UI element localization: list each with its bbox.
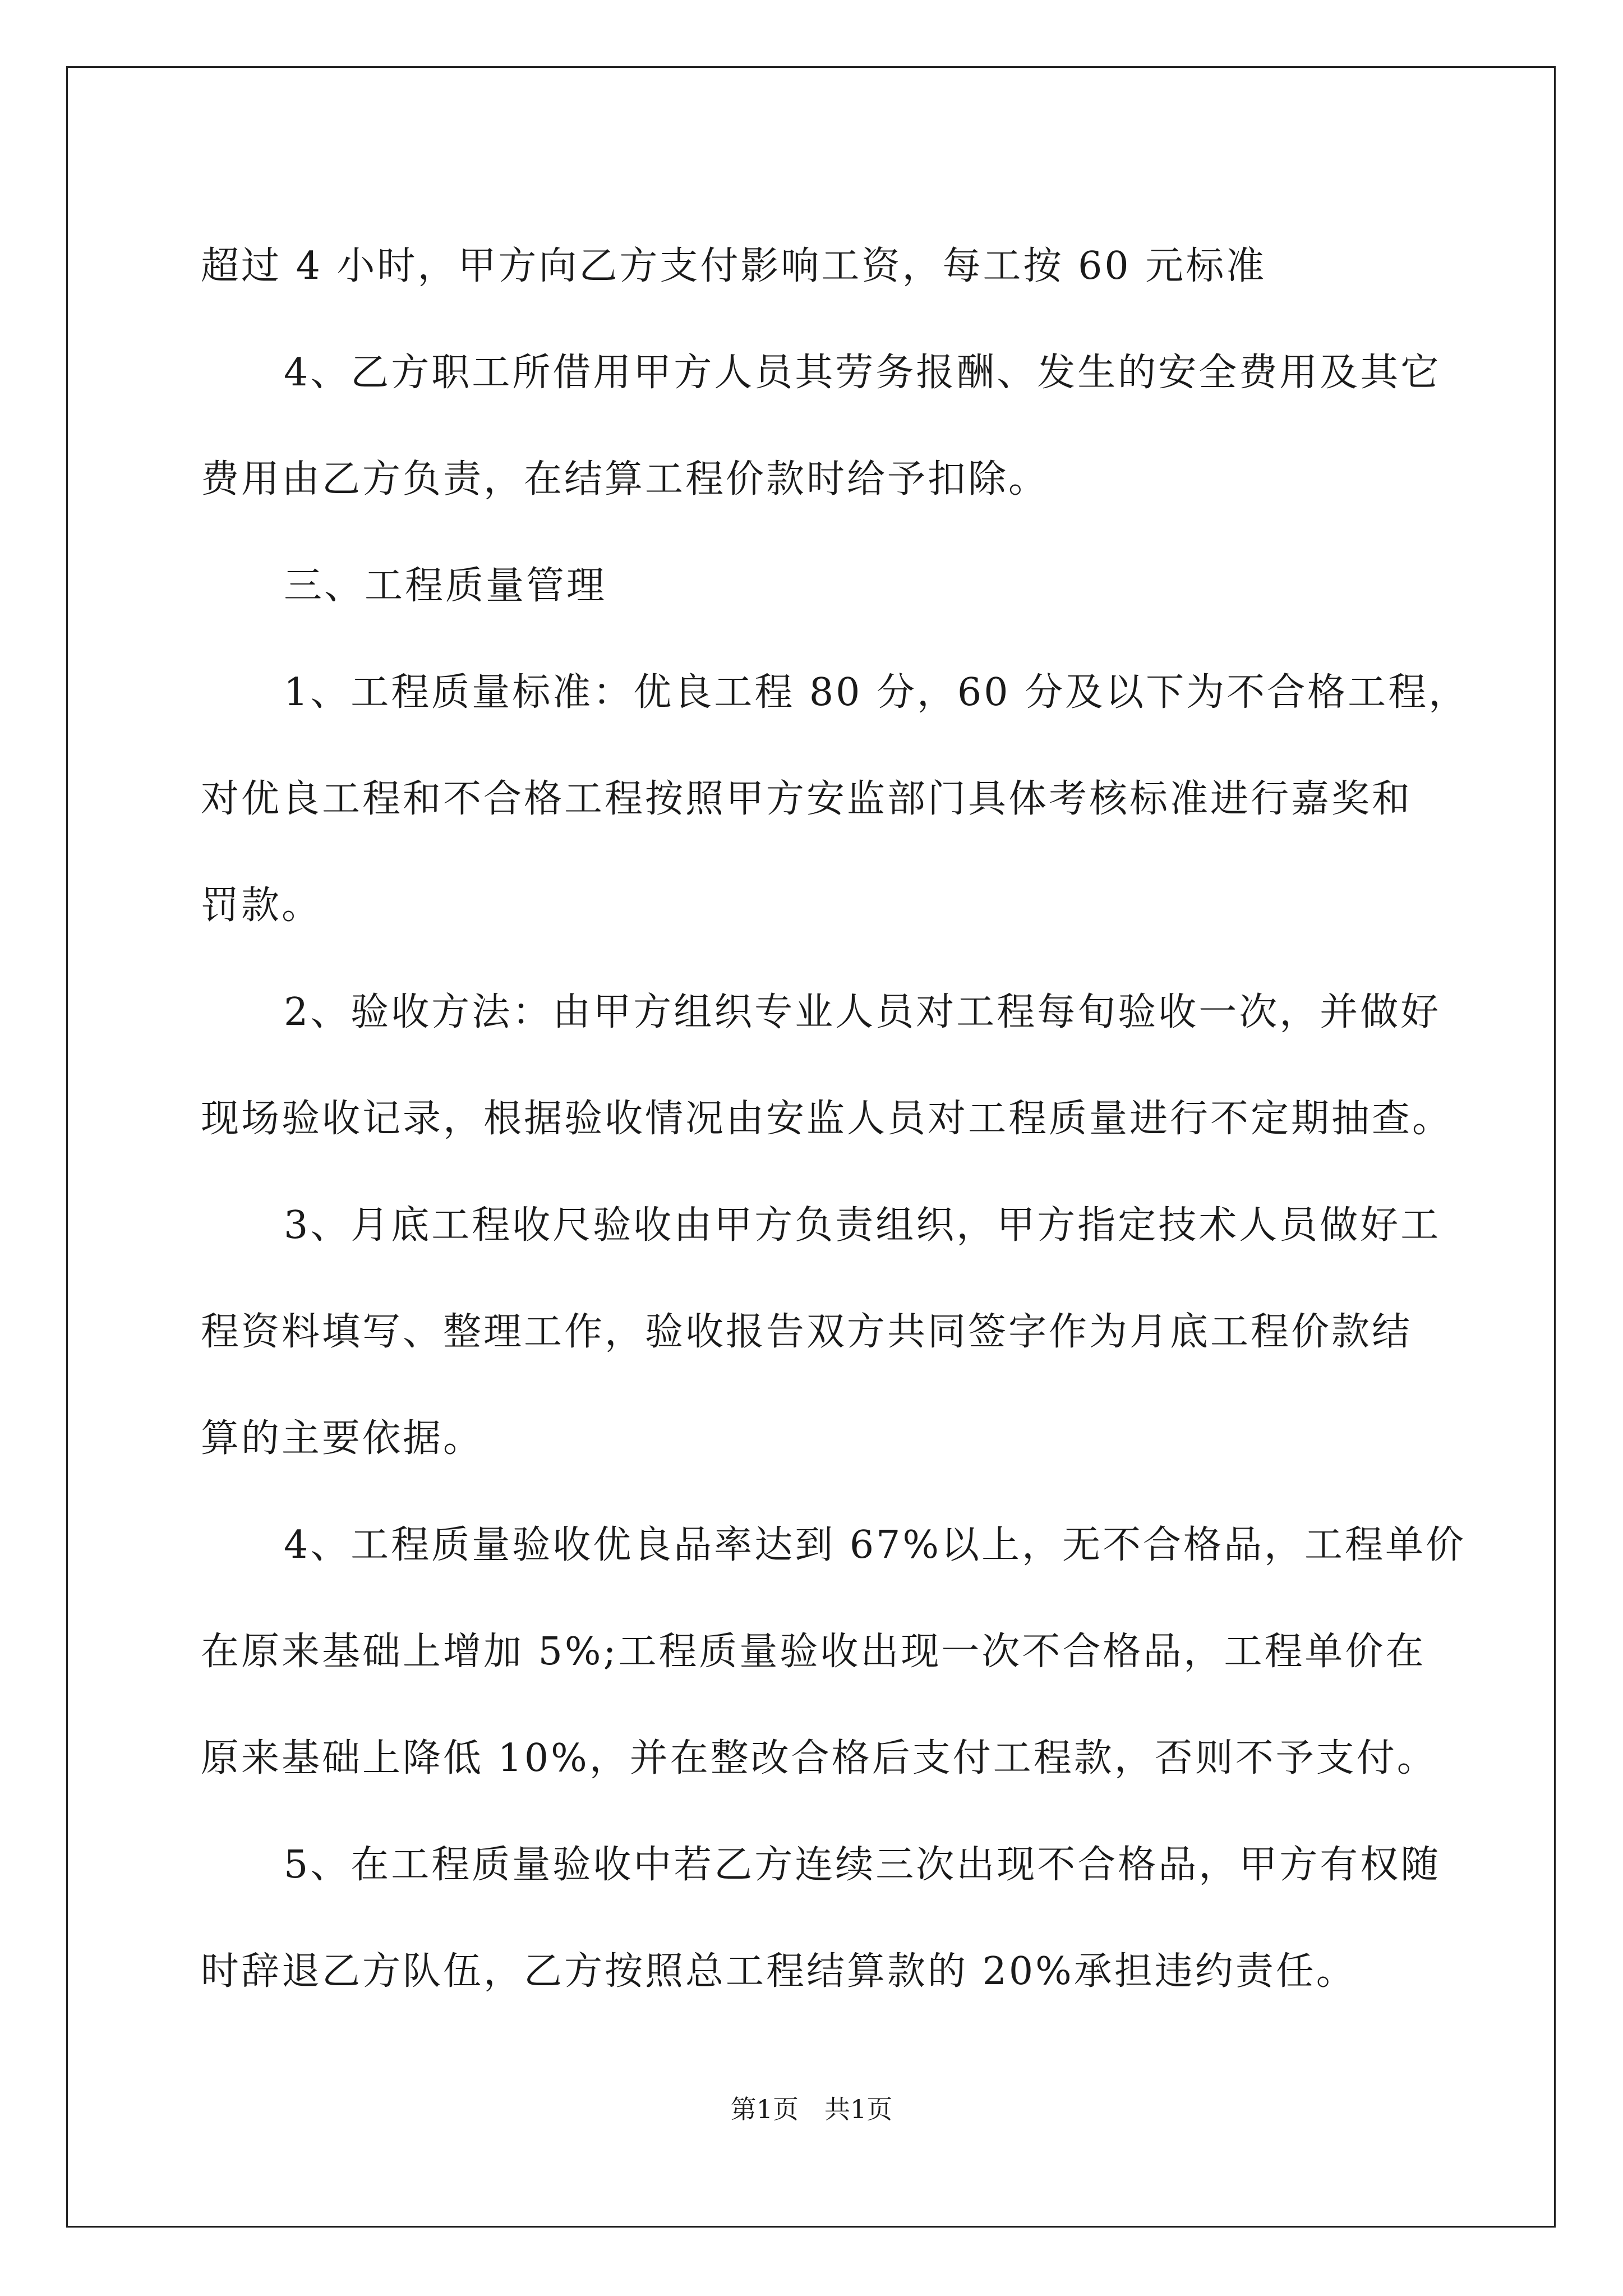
text-line: 3、月底工程收尺验收由甲方负责组织，甲方指定技术人员做好工 xyxy=(284,1203,1441,1248)
text-line: 原来基础上降低 10%，并在整改合格后支付工程款，否则不予支付。 xyxy=(201,1736,1437,1780)
page-total: 共1页 xyxy=(824,2094,893,2124)
document-body xyxy=(201,213,1469,2025)
text-line: 2、验收方法：由甲方组织专业人员对工程每旬验收一次，并做好 xyxy=(284,990,1441,1034)
text-line: 超过 4 小时，甲方向乙方支付影响工资，每工按 60 元标准 xyxy=(201,244,1267,288)
page-number: 第1页 xyxy=(730,2094,799,2124)
text-line: 对优良工程和不合格工程按照甲方安监部门具体考核标准进行嘉奖和 xyxy=(201,777,1413,821)
text-line: 4、工程质量验收优良品率达到 67%以上，无不合格品，工程单价 xyxy=(284,1523,1467,1567)
page-footer xyxy=(0,2092,1623,2126)
text-line: 程资料填写、整理工作，验收报告双方共同签字作为月底工程价款结 xyxy=(201,1310,1413,1354)
text-line: 罚款。 xyxy=(201,884,322,928)
text-line: 时辞退乙方队伍，乙方按照总工程结算款的 20%承担违约责任。 xyxy=(201,1949,1357,1994)
text-line: 4、乙方职工所借用甲方人员其劳务报酬、发生的安全费用及其它 xyxy=(284,351,1441,395)
text-line: 5、在工程质量验收中若乙方连续三次出现不合格品，甲方有权随 xyxy=(284,1843,1441,1887)
text-line: 1、工程质量标准：优良工程 80 分，60 分及以下为不合格工程， xyxy=(284,670,1469,715)
text-line: 现场验收记录，根据验收情况由安监人员对工程质量进行不定期抽查。 xyxy=(201,1097,1453,1141)
section-heading: 三、工程质量管理 xyxy=(284,564,607,608)
text-line: 费用由乙方负责，在结算工程价款时给予扣除。 xyxy=(201,457,1049,501)
text-line: 在原来基础上增加 5%;工程质量验收出现一次不合格品，工程单价在 xyxy=(201,1630,1426,1674)
text-line: 算的主要依据。 xyxy=(201,1416,484,1461)
